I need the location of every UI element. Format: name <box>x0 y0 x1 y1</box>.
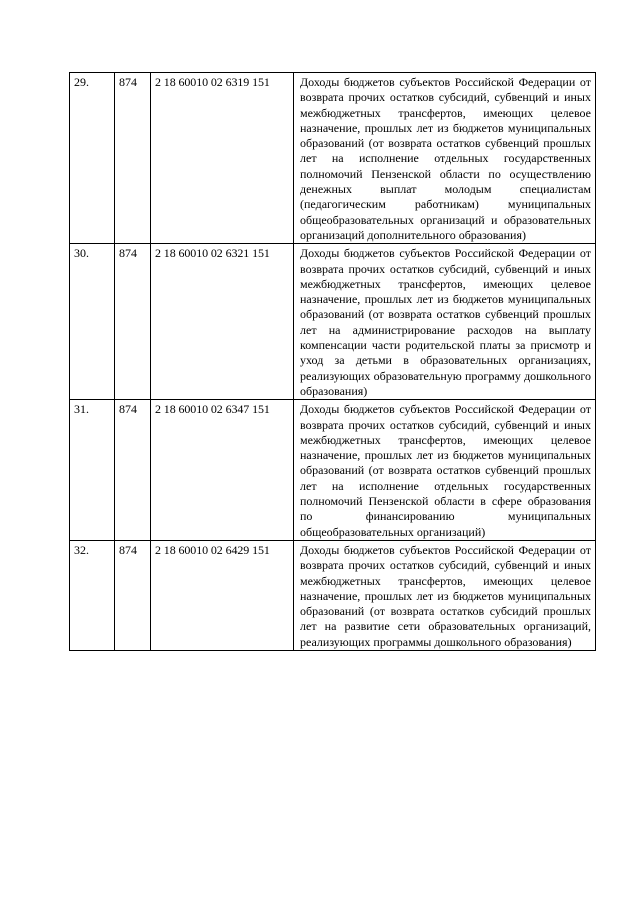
revenue-description: Доходы бюджетов субъектов Российской Федерации от возврата прочих остатков субсидий, субвенций и иных межбюджетных трансфертов, имеющих целевое назначение, прошлых лет из бюджетов муниципальных образований (от возврата остатков субвенций прошлых лет на исполнение отдельных государственных полномочий Пензенской области в сфере образования по финансированию муниципальных общеобразовательных организаций) <box>294 400 596 541</box>
revenue-description: Доходы бюджетов субъектов Российской Федерации от возврата прочих остатков субсидий, субвенций и иных межбюджетных трансфертов, имеющих целевое назначение, прошлых лет из бюджетов муниципальных образований (от возврата остатков субвенций прошлых лет на исполнение отдельных государственных полномочий Пензенской области по осуществлению денежных выплат молодым специалистам (педагогическим работникам) муниципальных общеобразовательных организаций и образовательных организаций дополнительного образования) <box>294 73 596 244</box>
budget-classification-code: 2 18 60010 02 6319 151 <box>151 73 294 244</box>
row-number: 29. <box>70 73 115 244</box>
budget-classification-code: 2 18 60010 02 6347 151 <box>151 400 294 541</box>
budget-classification-code: 2 18 60010 02 6429 151 <box>151 540 294 650</box>
budget-classification-code: 2 18 60010 02 6321 151 <box>151 244 294 400</box>
revenue-description: Доходы бюджетов субъектов Российской Федерации от возврата прочих остатков субсидий, субвенций и иных межбюджетных трансфертов, имеющих целевое назначение, прошлых лет из бюджетов муниципальных образований (от возврата остатков субвенций прошлых лет на администрирование расходов на выплату компенсации части родительской платы за присмотр и уход за детьми в образовательных организациях, реализующих образовательную программу дошкольного образования) <box>294 244 596 400</box>
row-number: 31. <box>70 400 115 541</box>
revenue-description: Доходы бюджетов субъектов Российской Федерации от возврата прочих остатков субсидий, субвенций и иных межбюджетных трансфертов, имеющих целевое назначение, прошлых лет из бюджетов муниципальных образований (от возврата остатков субсидий прошлых лет на развитие сети образовательных организаций, реализующих программы дошкольного образования) <box>294 540 596 650</box>
revenue-codes-table <box>69 72 596 651</box>
admin-code: 874 <box>115 244 151 400</box>
table-row <box>70 73 596 244</box>
admin-code: 874 <box>115 540 151 650</box>
row-number: 32. <box>70 540 115 650</box>
row-number: 30. <box>70 244 115 400</box>
table-row <box>70 244 596 400</box>
admin-code: 874 <box>115 400 151 541</box>
admin-code: 874 <box>115 73 151 244</box>
table-row <box>70 540 596 650</box>
table-row <box>70 400 596 541</box>
